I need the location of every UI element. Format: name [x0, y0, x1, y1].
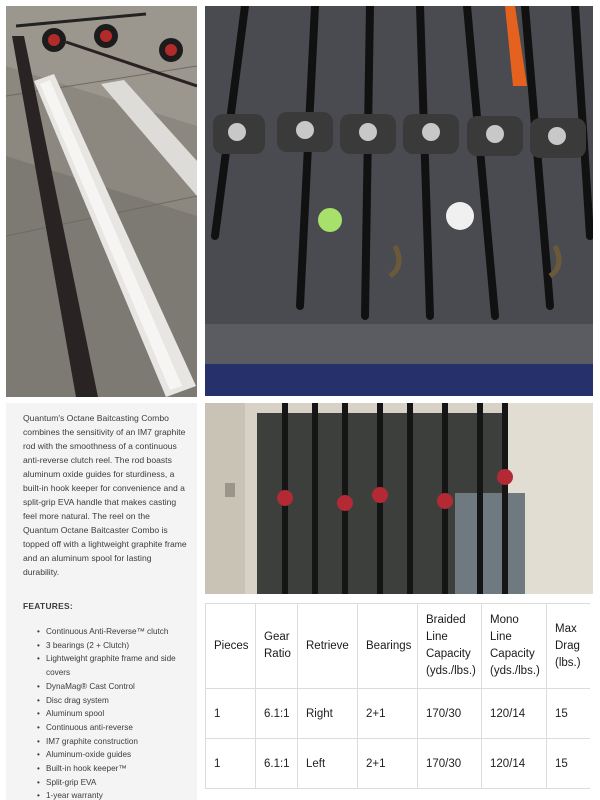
cell-pieces: 1: [206, 739, 256, 789]
cell-retrieve: Left: [298, 739, 358, 789]
spec-table-header-row: [206, 604, 591, 689]
feature-item: • 3 bearings (2 + Clutch): [37, 639, 187, 653]
cell-braided-capacity: 170/30: [418, 689, 482, 739]
feature-item: • Split-grip EVA: [37, 776, 187, 790]
cell-gear-ratio: 6.1:1: [256, 689, 298, 739]
feature-item: • Aluminum spool: [37, 707, 187, 721]
cell-max-drag: 15: [547, 739, 591, 789]
table-row: [206, 689, 591, 739]
feature-item: • Continuous Anti-Reverse™ clutch: [37, 625, 187, 639]
product-description-panel: [6, 403, 197, 800]
feature-item: • 1-year warranty: [37, 789, 187, 800]
header-gear-ratio: Gear Ratio: [256, 604, 298, 689]
spec-table: [205, 603, 590, 789]
feature-item: • DynaMag® Cast Control: [37, 680, 187, 694]
cell-bearings: 2+1: [358, 739, 418, 789]
table-row: [206, 739, 591, 789]
header-mono-line-capacity: Mono Line Capacity (yds./lbs.): [482, 604, 547, 689]
photo-rods-in-storage-rack: [205, 403, 593, 594]
feature-item: • Lightweight graphite frame and side covers: [37, 652, 187, 679]
product-description: Quantum's Octane Baitcasting Combo combines the sensitivity of an IM7 graphite rod with the smoothness of a continuous anti-reverse clutch reel. The rod boasts aluminum oxide guides for sturdiness, a built-in hook keeper for convenience and a split-grip EVA handle that makes casting feel more natural. The reel on the Quantum Octane Baitcaster Combo is topped off with a lightweight graphite frame and an aluminum spool for lasting durability.: [23, 413, 187, 577]
feature-item: • IM7 graphite construction: [37, 735, 187, 749]
features-list: [23, 625, 187, 800]
cell-pieces: 1: [206, 689, 256, 739]
header-max-drag: Max Drag (lbs.): [547, 604, 591, 689]
header-retrieve: Retrieve: [298, 604, 358, 689]
header-pieces: Pieces: [206, 604, 256, 689]
photo-rods-on-deck: [6, 6, 197, 397]
header-braided-line-capacity: Braided Line Capacity (yds./lbs.): [418, 604, 482, 689]
cell-braided-capacity: 170/30: [418, 739, 482, 789]
spec-table-container: [205, 603, 590, 800]
feature-item: • Continuous anti-reverse: [37, 721, 187, 735]
features-heading: FEATURES:: [23, 601, 74, 611]
cell-mono-capacity: 120/14: [482, 689, 547, 739]
feature-item: • Disc drag system: [37, 694, 187, 708]
cell-max-drag: 15: [547, 689, 591, 739]
cell-retrieve: Right: [298, 689, 358, 739]
cell-mono-capacity: 120/14: [482, 739, 547, 789]
cell-gear-ratio: 6.1:1: [256, 739, 298, 789]
feature-item: • Aluminum-oxide guides: [37, 748, 187, 762]
photo-rods-lined-up-on-carpet: [205, 6, 593, 396]
cell-bearings: 2+1: [358, 689, 418, 739]
header-bearings: Bearings: [358, 604, 418, 689]
feature-item: • Built-in hook keeper™: [37, 762, 187, 776]
